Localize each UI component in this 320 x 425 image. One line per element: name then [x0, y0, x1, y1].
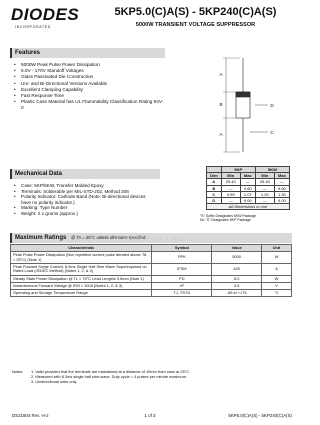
dim-column-header: Max — [274, 173, 289, 179]
dim-cell: 25.40 — [255, 179, 274, 185]
dim-group-5kw: 5KW — [255, 167, 289, 173]
mechanical-item: • Marking: Type Number — [14, 205, 156, 211]
ratings-cell: °C — [262, 290, 292, 297]
ratings-cell: PD — [152, 275, 212, 282]
pkg-label-c: C — [270, 130, 274, 135]
dim-column-header: Max — [240, 173, 255, 179]
ratings-cell: Operating and Storage Temperature Range — [11, 290, 152, 297]
ratings-cell: IFSM — [152, 263, 212, 275]
feature-item: • Excellent Clamping Capability — [14, 87, 164, 93]
dim-cell: 9.60 — [274, 185, 289, 191]
ratings-cell: 400 — [212, 263, 262, 275]
ratings-column-header: Value — [212, 245, 262, 252]
mechanical-item: • Terminals: Solderable per MIL-STD-202, Method 208 — [14, 189, 156, 195]
notes-block — [12, 369, 292, 384]
ratings-column-header: Characteristic — [11, 245, 152, 252]
ratings-cell: 8.0 — [212, 275, 262, 282]
dim-cell: 9.00 — [274, 198, 289, 204]
dim-footer: All Dimensions in mm — [207, 204, 290, 210]
dim-cell: — — [255, 198, 274, 204]
suffix-note-no-s: No "S" Designates 5KP Package — [200, 218, 251, 223]
ratings-row — [11, 282, 292, 289]
ratings-cell: Steady State Power Dissipation @ TL = 75°C Lead Lengths 9.5mm (Note 1) — [11, 275, 152, 282]
dim-cell: — — [221, 185, 240, 191]
feature-item: • Fast Response Time — [14, 93, 164, 99]
ratings-cell: W — [262, 252, 292, 264]
ratings-cell: Instantaneous Forward Voltage @ IFM = 100A (Notes 1, 2, & 3) — [11, 282, 152, 289]
logo-subtext: INCORPORATED — [15, 25, 52, 29]
ratings-heading: Maximum Ratings — [15, 235, 67, 241]
dimension-table — [206, 166, 290, 210]
mechanical-item: • Weight: 2.1 grams (approx.) — [14, 211, 156, 217]
package-outline-drawing — [168, 54, 296, 158]
dim-cell: — — [274, 179, 289, 185]
ratings-condition: @ TA = 25°C unless otherwise specified — [71, 235, 146, 240]
ratings-row — [11, 263, 292, 275]
dim-cell: C — [207, 191, 222, 197]
document-subtitle: 5000W TRANSIENT VOLTAGE SUPPRESSOR — [135, 22, 256, 28]
dim-cell: A — [207, 179, 222, 185]
ratings-cell: Peak Forward Surge Current, 8.3ms Single Half Sine Wave Superimposed on Rated Load (JEDEC Method) (Notes 1, 2, & 3) — [11, 263, 152, 275]
ratings-cell: A — [262, 263, 292, 275]
pkg-label-a1: A — [219, 72, 223, 77]
footer-part-number: 5KP5.0(C)A(S) - 5KP240(C)A(S) — [228, 413, 292, 418]
dim-cell: — — [240, 179, 255, 185]
note-3: 3. Unidirectional units only. — [31, 379, 78, 384]
feature-item: • 5.0V - 170V Standoff Voltages — [14, 68, 164, 74]
dim-cell: D — [207, 198, 222, 204]
feature-item: • Uni- and Bi-Directional Versions Available — [14, 81, 164, 87]
ratings-cell: Peak Pulse Power Dissipation (Non repetitive current pulse derated above TA = 25°C) (Note 1) — [11, 252, 152, 264]
dim-cell: 25.40 — [221, 179, 240, 185]
dim-group-5kp: 5KP — [221, 167, 255, 173]
ratings-row — [11, 252, 292, 264]
logo-wordmark: DIODES — [11, 5, 80, 24]
dim-cell: 9.60 — [240, 185, 255, 191]
mechanical-heading: Mechanical Data — [10, 169, 160, 179]
suffix-notes — [200, 214, 295, 223]
dim-cell: 0.99 — [221, 191, 240, 197]
dim-column-header: Min — [221, 173, 240, 179]
pkg-label-a2: A — [219, 132, 223, 137]
ratings-table — [10, 244, 292, 297]
mechanical-item: • Polarity Indicator: Cathode Band (Note: Bi-directional devices have no polarity indicator.) — [14, 194, 156, 205]
suffix-note-s: "S" Suffix Designates 5KW Package — [200, 214, 257, 218]
dim-cell: B — [207, 185, 222, 191]
ratings-cell: VF — [152, 282, 212, 289]
dim-cell: 1.07 — [240, 191, 255, 197]
pkg-label-b: B — [219, 102, 223, 107]
note-2: 2. Measured with 8.3ms single half sine-wave. Duty cycle = 4 pulses per minute maximum. — [31, 374, 188, 379]
ratings-row — [11, 290, 292, 297]
feature-item: • 5000W Peak Pulse Power Dissipation — [14, 62, 164, 68]
feature-item: • Plastic Case Material has UL Flammability Classification Rating 94V-0 — [14, 99, 164, 111]
ratings-cell: 5000 — [212, 252, 262, 264]
note-1: 1. Valid provided that the terminals are maintained at a distance of 10mm from case at 25°C. — [31, 369, 191, 374]
ratings-cell: V — [262, 282, 292, 289]
dim-column-header: Min — [255, 173, 274, 179]
footer-page-number: 1 of 3 — [144, 413, 156, 418]
footer-doc-number: DS21604 Rev. H-2 — [12, 413, 49, 418]
features-heading: Features — [10, 48, 165, 58]
dim-cell: 9.00 — [240, 198, 255, 204]
ratings-cell: W — [262, 275, 292, 282]
pkg-label-d: D — [270, 103, 274, 108]
part-number-title: 5KP5.0(C)A(S) - 5KP240(C)A(S) — [114, 6, 277, 18]
ratings-cell: 3.5 — [212, 282, 262, 289]
ratings-cell: -55 to +175 — [212, 290, 262, 297]
ratings-column-header: Symbol — [152, 245, 212, 252]
diodes-logo — [11, 6, 85, 36]
dim-cell: — — [221, 198, 240, 204]
dim-column-header: Dim — [207, 173, 222, 179]
notes-heading: Notes: — [12, 369, 24, 374]
ratings-cell: TJ, TSTG — [152, 290, 212, 297]
mechanical-item: • Case: 5KP/5KW, Transfer Molded Epoxy — [14, 183, 156, 189]
cathode-band — [236, 92, 250, 97]
dim-cell: 1.30 — [274, 191, 289, 197]
dim-cell: — — [255, 185, 274, 191]
mechanical-list — [14, 183, 156, 217]
features-list — [14, 62, 164, 112]
ratings-column-header: Unit — [262, 245, 292, 252]
ratings-row — [11, 275, 292, 282]
ratings-cell: PPK — [152, 252, 212, 264]
watermark-text: Н Н Ы Й П О Р Т А Л — [116, 237, 184, 243]
feature-item: • Glass Passivated Die Construction — [14, 74, 164, 80]
dim-cell: 1.20 — [255, 191, 274, 197]
